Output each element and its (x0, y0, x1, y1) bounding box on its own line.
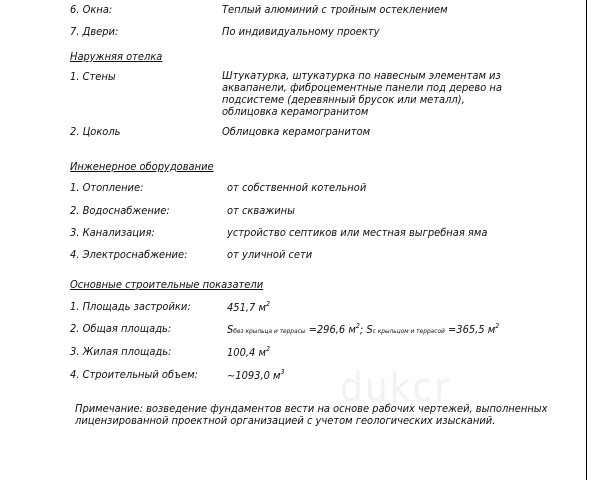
item-label: 4. Электроснабжение: (70, 248, 188, 261)
item-value: от собственной котельной (227, 181, 367, 194)
item-value: Теплый алюминий с тройным остеклением (222, 3, 448, 16)
item-value: Облицовка керамогранитом (222, 125, 371, 138)
item-value: от скважины (227, 204, 295, 217)
item-value: ~1093,0 $м^3$ (227, 368, 285, 382)
s1-subscript: без крыльца и террасы (233, 327, 306, 335)
note-text: Примечание: возведение фундаментов вести на основе рабочих чертежей, выполненных лицензированной проектной организацией с учетом геологических изысканий. (75, 402, 548, 427)
item-label: 1. Площадь застройки: (70, 300, 191, 313)
item-label: 1. Стены (70, 70, 116, 83)
item-label: 2. Водоснабжение: (70, 204, 170, 217)
item-label: 2. Общая площадь: (70, 322, 172, 335)
section-heading-engineering: Инженерное оборудование (70, 160, 214, 173)
item-label: 1. Отопление: (70, 181, 144, 194)
item-value: устройство септиков или местная выгребная яма (227, 226, 488, 239)
item-label: 3. Жилая площадь: (70, 345, 172, 358)
item-value: Sбез крыльца и террасы =296,6 $м^2$; Sс крыльцом и террасой =365,5 $м^2$ (227, 322, 500, 336)
page-border-right (586, 0, 587, 480)
unit-superscript: 2 (495, 322, 500, 330)
item-value: 451,7 $м^2$ (227, 300, 270, 314)
item-label: 2. Цоколь (70, 125, 121, 138)
section-heading-indicators: Основные строительные показатели (70, 278, 264, 291)
unit-superscript: 2 (355, 322, 360, 330)
unit-superscript: 2 (265, 300, 270, 308)
unit-superscript: 3 (280, 368, 285, 376)
item-label: 6. Окна: (70, 3, 113, 16)
item-label: 4. Строительный объем: (70, 368, 198, 381)
item-label: 7. Двери: (70, 25, 119, 38)
item-value: Штукатурка, штукатурка по навесным элементам из аквапанели, фиброцементные панели под дерево на подсистеме (деревянный брусок или металл), облицовка керамогранитом (222, 69, 502, 118)
watermark: dukcr (340, 365, 452, 411)
s2-subscript: с крыльцом и террасой (372, 327, 445, 335)
unit-superscript: 2 (265, 345, 270, 353)
item-label: 3. Канализация: (70, 226, 155, 239)
section-heading-finish: Наружняя отелка (70, 50, 163, 63)
item-value: от уличной сети (227, 248, 313, 261)
item-value: По индивидуальному проекту (222, 25, 380, 38)
item-value: 100,4 $м^2$ (227, 345, 270, 359)
